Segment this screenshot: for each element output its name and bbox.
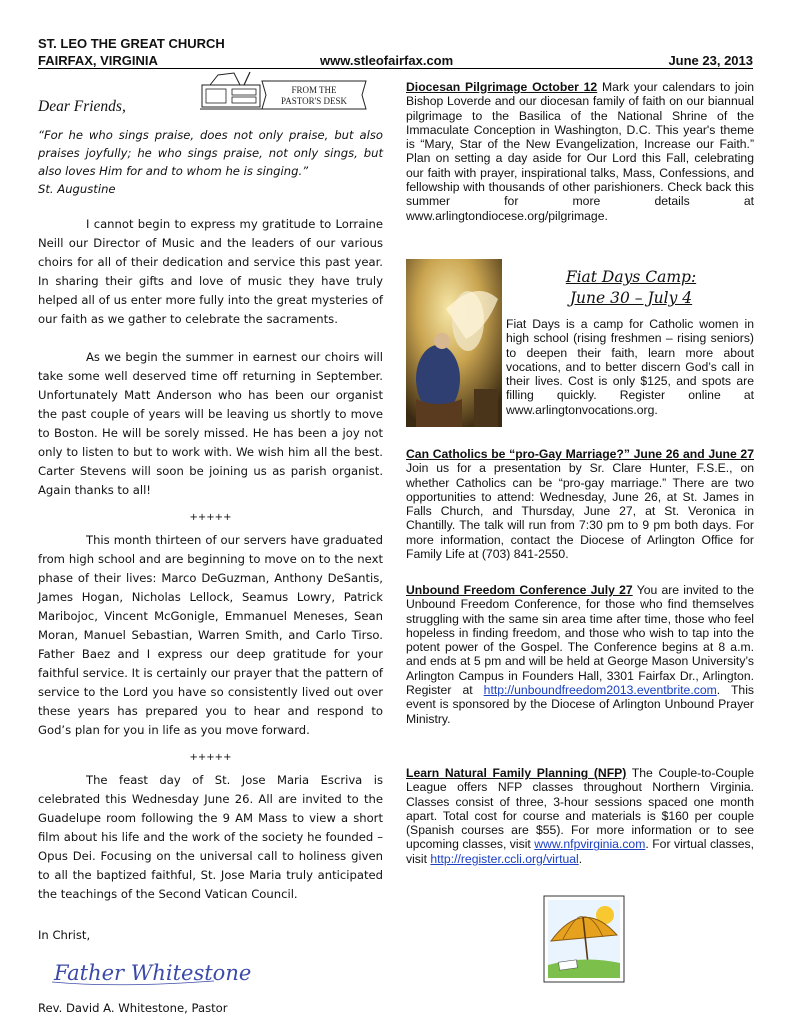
bulletin-date: June 23, 2013: [668, 53, 753, 68]
unbound-link[interactable]: http://unboundfreedom2013.eventbrite.com: [483, 683, 717, 698]
fiat-title: [508, 267, 754, 309]
gay-marriage-notice: [406, 447, 754, 561]
gay-marriage-text: Join us for a presentation by Sr. Clare Hunter, F.S.E., on whether Catholics can be “pro-gay marriage.” There are two opportunities to attend: Wednesday, June 26, at St. James in Falls Church, and Thursday, June 27, at St. Veronica in Chantilly. The talk will run from 7:30 pm to 9 pm both days. For more information, contact the Diocese of Arlington Office for Family Life at (703) 841-2550.: [406, 461, 754, 562]
nfp-link[interactable]: www.nfpvirginia.com: [534, 837, 646, 852]
desk-badge-line2: PASTOR'S DESK: [281, 96, 347, 106]
fiat-title-line2: June 30 – July 4: [569, 289, 693, 307]
beach-umbrella-icon: [543, 895, 625, 983]
church-website[interactable]: www.stleofairfax.com: [320, 53, 454, 68]
pilgrimage-notice: [406, 80, 754, 223]
unbound-text: You are invited to the Unbound Freedom Conference, for those who find themselves struggling with the same sin area time after time, those who feel hopeless in finding freedom, and those who wish to tap into the potent power of the Gospel. The Conference begins at 8 a.m. and ends at 5 pm and will be held at George Mason University’s Arlington Campus in Founders Hall, 3301 Fairfax Dr., Arlington. Register at: [406, 583, 754, 698]
signature-text: Father Whitestone: [54, 961, 252, 985]
signature-row: [38, 953, 383, 989]
nfp-text-mid: . For virtual classes, visit: [406, 837, 754, 866]
desk-badge-line1: FROM THE: [291, 85, 337, 95]
pastor-signoff: Rev. David A. Whitestone, Pastor: [38, 1001, 228, 1015]
fiat-text: Fiat Days is a camp for Catholic women in high school (rising freshmen – rising seniors) to deepen their faith, learn more about vocations, and to better discern God’s call in their lives. Cost is only $125, and spots are filling quickly. Register online at www.arlingtonvocations.org.: [506, 317, 754, 417]
letter-paragraph-organist: As we begin the summer in earnest our choirs will take some well deserved time off returning in September. Unfortunately Matt Anderson who has been our organist the past couple of years will be leaving us shortly to move to Boston. He will be sorely missed. He has been a joy not only to listen to but to work with. We wish him all the best. Carter Stevens will soon be joining us as parish organist. Again thanks to all!: [38, 350, 383, 497]
augustine-quote: “For he who sings praise, does not only praise, but also praises joyfully; he who sings praise, not only sings, but also loves Him for and to whom he is singing.”: [38, 128, 383, 178]
annunciation-painting: [406, 259, 502, 427]
handwritten-signature: [38, 953, 252, 989]
nfp-virtual-link[interactable]: http://register.ccli.org/virtual: [430, 851, 579, 866]
quote-author: St. Augustine: [38, 182, 116, 196]
nfp-heading: Learn Natural Family Planning (NFP): [406, 766, 627, 780]
nfp-text: The Couple-to-Couple League offers NFP classes throughout Northern Virginia. Classes consist of three, 3-hour sessions spaced one month apart. Total cost for course and materials is $160 per couple (Spanish courses are $55). For more information or to see upcoming classes, visit: [406, 766, 754, 852]
fiat-title-line1: Fiat Days Camp:: [565, 268, 697, 286]
nfp-text-end: .: [578, 851, 583, 866]
church-location: FAIRFAX, VIRGINIA: [38, 53, 158, 68]
letter-paragraph-escriva: The feast day of St. Jose Maria Escriva is celebrated this Wednesday June 26. All are invited to the Guadelupe room following the 9 AM Mass to view a short film about his life and the work of the society he founded – Opus Dei. Focusing on the universal call to holiness given to all the baptized faithful, St. Jose Maria truly anticipated the teachings of the Second Vatican Council.: [38, 773, 383, 901]
unbound-heading: Unbound Freedom Conference July 27: [406, 583, 633, 597]
church-name: ST. LEO THE GREAT CHURCH: [38, 36, 225, 51]
nfp-notice: [406, 766, 754, 866]
pastor-letter: [38, 80, 383, 1018]
fiat-days-notice: [406, 259, 754, 429]
letter-closing: In Christ,: [38, 928, 91, 942]
separator: +++++: [189, 752, 232, 763]
gay-marriage-heading: Can Catholics be “pro-Gay Marriage?” June 26 and June 27: [406, 447, 754, 461]
letter-paragraph-music: I cannot begin to express my gratitude to Lorraine Neill our Director of Music and the leaders of our various choirs for all of their dedication and service this past year. In sharing their gifts and love of music they have truly helped all of us enter more fully into the great mysteries of our faith as we gather to celebrate the sacraments.: [38, 217, 383, 326]
unbound-freedom-notice: [406, 583, 754, 726]
letter-paragraph-servers: This month thirteen of our servers have graduated from high school and are beginning to move on to the next phase of their lives: Marco DeGuzman, Anthony DeSantis, James Hogan, Nicholas Lellock, Seamus Lowry, Patrick Maribojoc, Vincent McGonigle, Emmanuel Meneses, Sean Moran, Manuel Sebastian, Warren Smith, and Carlo Tirso. Father Baez and I express our deep gratitude for your faithful service. It is certainly our prayer that the pattern of service to the Lord you have so consistently lived out over these years has prepared you to hear and respond to God’s plan for you in life as you move forward.: [38, 533, 383, 737]
pilgrimage-heading: Diocesan Pilgrimage October 12: [406, 80, 598, 94]
pilgrimage-text: Mark your calendars to join Bishop Loverde and our diocesan family of faith on our biannual pilgrimage to the Basilica of the National Shrine of the Immaculate Conception in Washington, D.C. This year's theme is “Mary, Star of the New Evangelization, Increase our Faith.” Plan on setting a day aside for Our Lord this Fall, celebrating our faith with prayer, inspirational talks, Mass, Confessions, and fellowship with thousands of other parishioners. Check back this summer for more details at www.arlingtondiocese.org/pilgrimage.: [406, 80, 754, 223]
unbound-text-end: . This event is sponsored by the Diocese of Arlington Unbound Prayer Ministry.: [406, 683, 754, 726]
letter-greeting: Dear Friends,: [38, 98, 126, 115]
header-rule: [38, 68, 753, 69]
separator: +++++: [189, 512, 232, 523]
masthead-row: [38, 53, 753, 68]
